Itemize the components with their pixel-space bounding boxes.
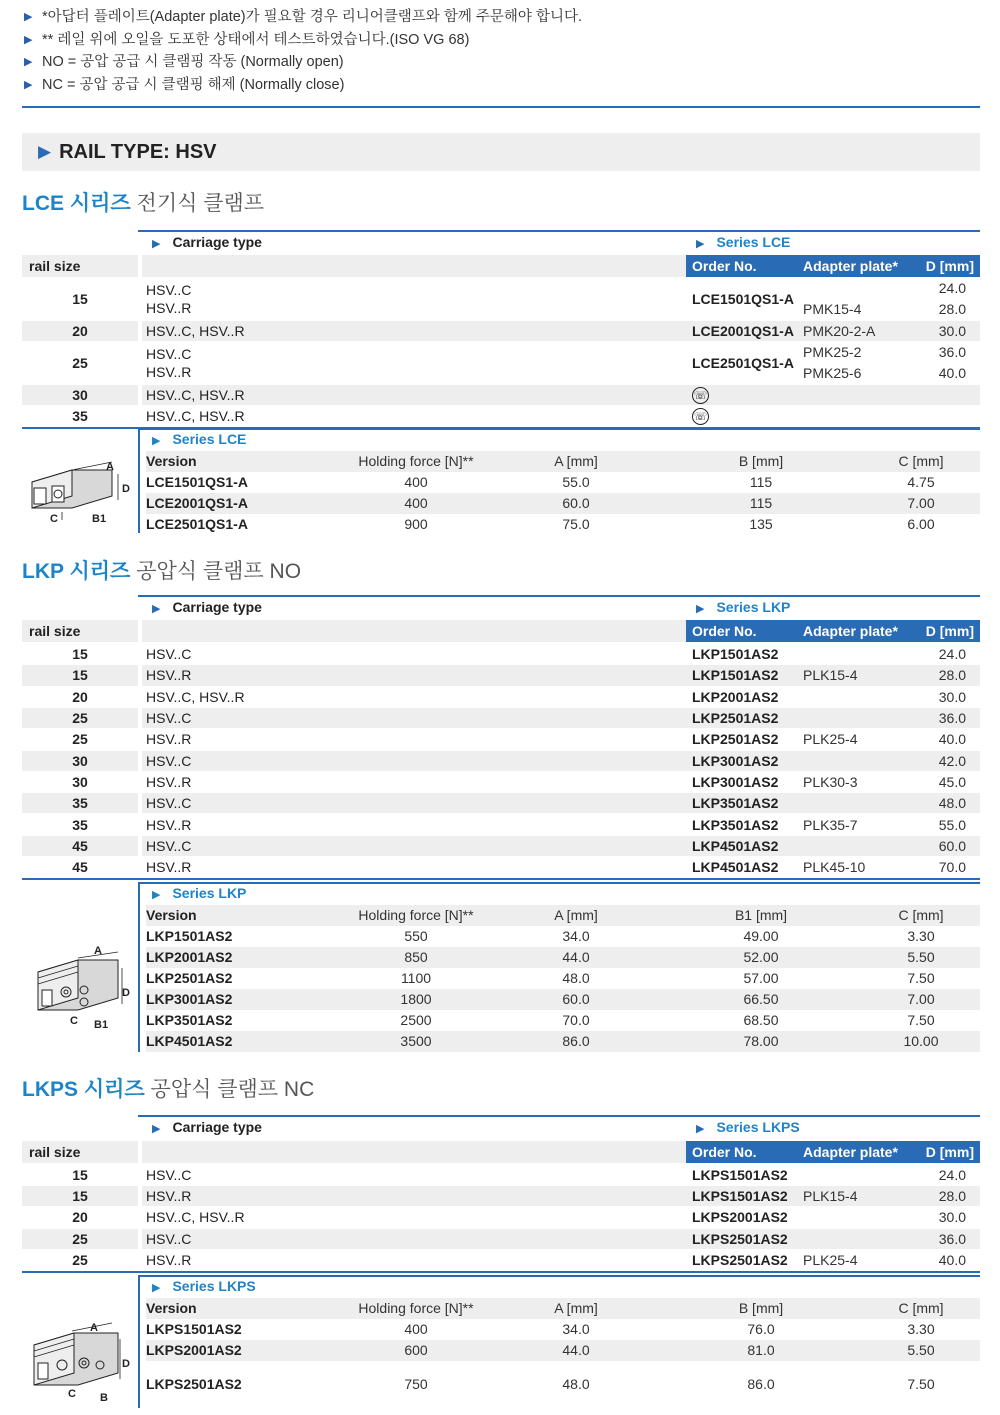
dim-label-c: C [70,1015,78,1027]
note-item [24,51,984,74]
spec-row: LKP3501AS2 2500 70.0 68.50 7.50 [146,1012,935,1028]
order-number: LKPS1501AS2 [692,1167,788,1184]
table-row [22,729,980,749]
rail-size: 25 [72,731,88,748]
rail-size: 35 [72,816,88,833]
table-row [22,1186,980,1206]
table-row: 20 HSV..C, HSV..R LCE2001QS1-A PMK20-2-A 30.0 [22,321,980,341]
order-number: LKPS2001AS2 [692,1209,788,1226]
spec-row: LKP1501AS2 550 34.0 49.00 3.30 [146,928,935,944]
dim-label-b1: B1 [92,513,107,525]
spec-row: LKPS2001AS2 600 44.0 81.0 5.50 [146,1340,980,1361]
rail-size: 15 [72,667,88,684]
order-number: LKP2501AS2 [692,710,779,727]
divider [22,106,980,108]
dim-label-c: C [50,513,58,525]
order-number: LKP2501AS2 [692,731,779,748]
carriage-type: HSV..C [146,1167,192,1184]
dim-label-c: C [68,1388,76,1400]
d-value: 24.0 [938,1167,966,1184]
carriage-type-label: ▶ Carriage type [152,1119,262,1135]
carriage-type: HSV..C [146,710,192,727]
spec-row: LCE2001QS1-A 400 60.0 115 7.00 [146,493,980,514]
rail-size: 20 [72,1209,88,1226]
lkp-spec-table [22,882,980,1052]
dim-label-d: D [122,483,130,495]
spec-row: LKPS2501AS2 750 48.0 86.0 7.50 [146,1376,935,1392]
d-value: 40.0 [938,731,966,748]
table-row [22,751,980,771]
lce-spec-table [22,428,980,538]
d-value: 70.0 [938,859,966,876]
series-label: ▶ Series LKP [152,885,247,901]
table-row [22,665,980,685]
note-text: NC = 공압 공급 시 클램핑 해제 (Normally close) [42,76,345,93]
carriage-type: HSV..C, HSV..R [146,688,245,705]
d-value: 30.0 [938,688,966,705]
lkp-clamp-diagram [22,912,138,1042]
table-top-line [138,230,980,232]
lkps-order-table [22,1115,980,1280]
series-name: LCE 시리즈 [22,192,131,215]
rail-type-title: RAIL TYPE: HSV [59,140,217,163]
dim-label-b1: B1 [94,1019,109,1031]
table-row: 30 HSV..C, HSV..R ☏ [22,385,980,405]
order-number: LKP1501AS2 [692,667,779,684]
triangle-bullet-icon: ▶ [24,78,33,91]
triangle-bullet-icon: ▶ [24,33,33,46]
rail-type-banner [22,133,980,171]
rail-size: 25 [72,1230,88,1247]
spec-row: LKP2001AS2 850 44.0 52.00 5.50 [146,947,980,968]
rail-size: 15 [72,646,88,663]
table-row [22,1207,980,1227]
carriage-type: HSV..C [146,646,192,663]
spec-row: LKP4501AS2 3500 86.0 78.00 10.00 [146,1031,980,1052]
notes-list [24,6,984,96]
note-item [24,6,984,29]
table-header-row: rail size Order No. Adapter plate* D [mm] [22,1141,980,1163]
rail-size: 30 [72,773,88,790]
order-number: LKP2001AS2 [692,688,779,705]
d-value: 55.0 [938,816,966,833]
d-value: 28.0 [938,667,966,684]
order-number: LKP3001AS2 [692,752,779,769]
spec-header-row: Version Holding force [N]** A [mm] B1 [mm] C [mm] [146,905,980,926]
rail-size: 25 [72,1251,88,1268]
section-title-lce [22,187,264,217]
d-value: 30.0 [938,1209,966,1226]
carriage-type: HSV..R [146,667,192,684]
carriage-type: HSV..C [146,1230,192,1247]
lce-clamp-diagram [22,452,138,534]
carriage-type: HSV..C, HSV..R [146,1209,245,1226]
phone-icon: ☏ [692,387,709,404]
carriage-type-label: ▶ Carriage type [152,599,262,615]
dim-label-d: D [122,1358,130,1370]
note-item [24,29,984,52]
adapter-plate: PLK25-4 [803,731,858,748]
spec-header-row: Version Holding force [N]** A [mm] B [mm] C [mm] [146,1298,980,1319]
order-number: LKP4501AS2 [692,859,779,876]
table-row [22,708,980,728]
carriage-type: HSV..R [146,773,192,790]
d-value: 24.0 [938,646,966,663]
carriage-type: HSV..C [146,837,192,854]
series-label: ▶ Series LKP [696,599,791,615]
d-value: 48.0 [938,795,966,812]
series-label: ▶ Series LCE [152,431,247,447]
d-value: 45.0 [938,773,966,790]
carriage-type: HSV..R [146,1251,192,1268]
d-value: 42.0 [938,752,966,769]
rail-size: 45 [72,837,88,854]
dim-label-a: A [90,1322,98,1334]
order-header: Order No. Adapter plate* D [mm] [686,255,980,277]
order-number: LKP3001AS2 [692,773,779,790]
dim-label-d: D [122,987,130,999]
d-value: 36.0 [938,1230,966,1247]
dim-label-a: A [106,461,114,473]
table-row [22,1165,980,1185]
table-row [22,772,980,792]
table-row [22,1229,980,1249]
carriage-type: HSV..C [146,795,192,812]
table-header-row [22,255,980,277]
order-number: LKP3501AS2 [692,816,779,833]
series-label: ▶ Series LCE [696,234,791,250]
d-value: 36.0 [938,710,966,727]
table-bottom-line [22,1271,980,1273]
carriage-type-label: ▶ Carriage type [152,234,262,250]
table-row [22,857,980,877]
spec-row: LCE1501QS1-A 400 55.0 115 4.75 [146,474,935,490]
carriage-type: HSV..R [146,731,192,748]
d-value: 28.0 [938,1188,966,1205]
table-bottom-line [22,878,980,880]
note-text: *아답터 플레이트(Adapter plate)가 필요할 경우 리니어클램프와 함께 주문해야 합니다. [42,9,582,26]
table-row [22,814,980,834]
d-value: 60.0 [938,837,966,854]
rail-size-header: rail size [29,258,81,274]
carriage-type: HSV..R [146,859,192,876]
series-label: ▶ Series LKPS [152,1278,256,1294]
triangle-bullet-icon: ▶ [24,56,33,69]
d-value: 40.0 [938,1251,966,1268]
rail-size: 30 [72,752,88,769]
phone-icon: ☏ [692,408,709,425]
rail-size: 15 [72,1167,88,1184]
series-description: 전기식 클램프 [136,192,265,215]
table-row: 25 HSV..C HSV..R LCE2501QS1-A PMK25-2 PMK25-6 36.0 40.0 [72,344,966,381]
order-number: LKP4501AS2 [692,837,779,854]
table-row [22,687,980,707]
table-row [22,644,980,664]
table-row [22,836,980,856]
triangle-icon: ▶ [38,142,52,161]
note-text: NO = 공압 공급 시 클램핑 작동 (Normally open) [42,54,344,71]
carriage-type: HSV..C [146,752,192,769]
spec-row: LKP2501AS2 1100 48.0 57.00 7.50 [146,970,935,986]
carriage-type: HSV..R [146,1188,192,1205]
order-number: LKPS2501AS2 [692,1251,788,1268]
table-row [22,1250,980,1270]
dim-label-a: A [94,945,102,957]
series-label: ▶ Series LKPS [696,1119,800,1135]
lkp-order-table [22,595,980,885]
spec-row: LKP3001AS2 1800 60.0 66.50 7.00 [146,989,980,1010]
adapter-plate: PLK35-7 [803,816,858,833]
order-number: LKP1501AS2 [692,646,779,663]
section-title-lkps: LKPS 시리즈 공압식 클램프 NC [22,1078,315,1101]
order-number: LKP3501AS2 [692,795,779,812]
rail-size: 45 [72,859,88,876]
lkps-spec-table [22,1275,980,1410]
table-row [22,793,980,813]
rail-size: 15 [72,1188,88,1205]
rail-size: 35 [72,795,88,812]
adapter-plate: PLK15-4 [803,1188,858,1205]
rail-size: 25 [72,710,88,727]
adapter-plate: PLK45-10 [803,859,866,876]
spec-row: LKPS1501AS2 400 34.0 76.0 3.30 [146,1321,935,1337]
triangle-bullet-icon: ▶ [24,11,33,24]
order-number: LKPS1501AS2 [692,1188,788,1205]
carriage-type: HSV..R [146,816,192,833]
section-title-lkp: LKP 시리즈 공압식 클램프 NO [22,560,302,583]
spec-row: LCE2501QS1-A 900 75.0 135 6.00 [146,516,935,532]
lce-order-table [22,230,980,430]
spec-header-row: Version Holding force [N]** A [mm] B [mm] C [mm] [146,451,980,472]
table-row: 35 HSV..C, HSV..R ☏ [72,408,708,424]
adapter-plate: PLK15-4 [803,667,858,684]
note-text: ** 레일 위에 오일을 도포한 상태에서 테스트하였습니다.(ISO VG 68) [42,31,470,48]
rail-size: 20 [72,688,88,705]
table-header-row: rail size Order No. Adapter plate* D [mm] [22,620,980,642]
adapter-plate: PLK30-3 [803,773,858,790]
order-number: LKPS2501AS2 [692,1230,788,1247]
adapter-plate: PLK25-4 [803,1251,858,1268]
lkps-clamp-diagram [22,1295,138,1407]
dim-label-b: B [100,1392,108,1404]
note-item [24,74,984,97]
table-row: 15 HSV..C HSV..R LCE1501QS1-A PMK15-4 24.0 28.0 [72,280,966,317]
